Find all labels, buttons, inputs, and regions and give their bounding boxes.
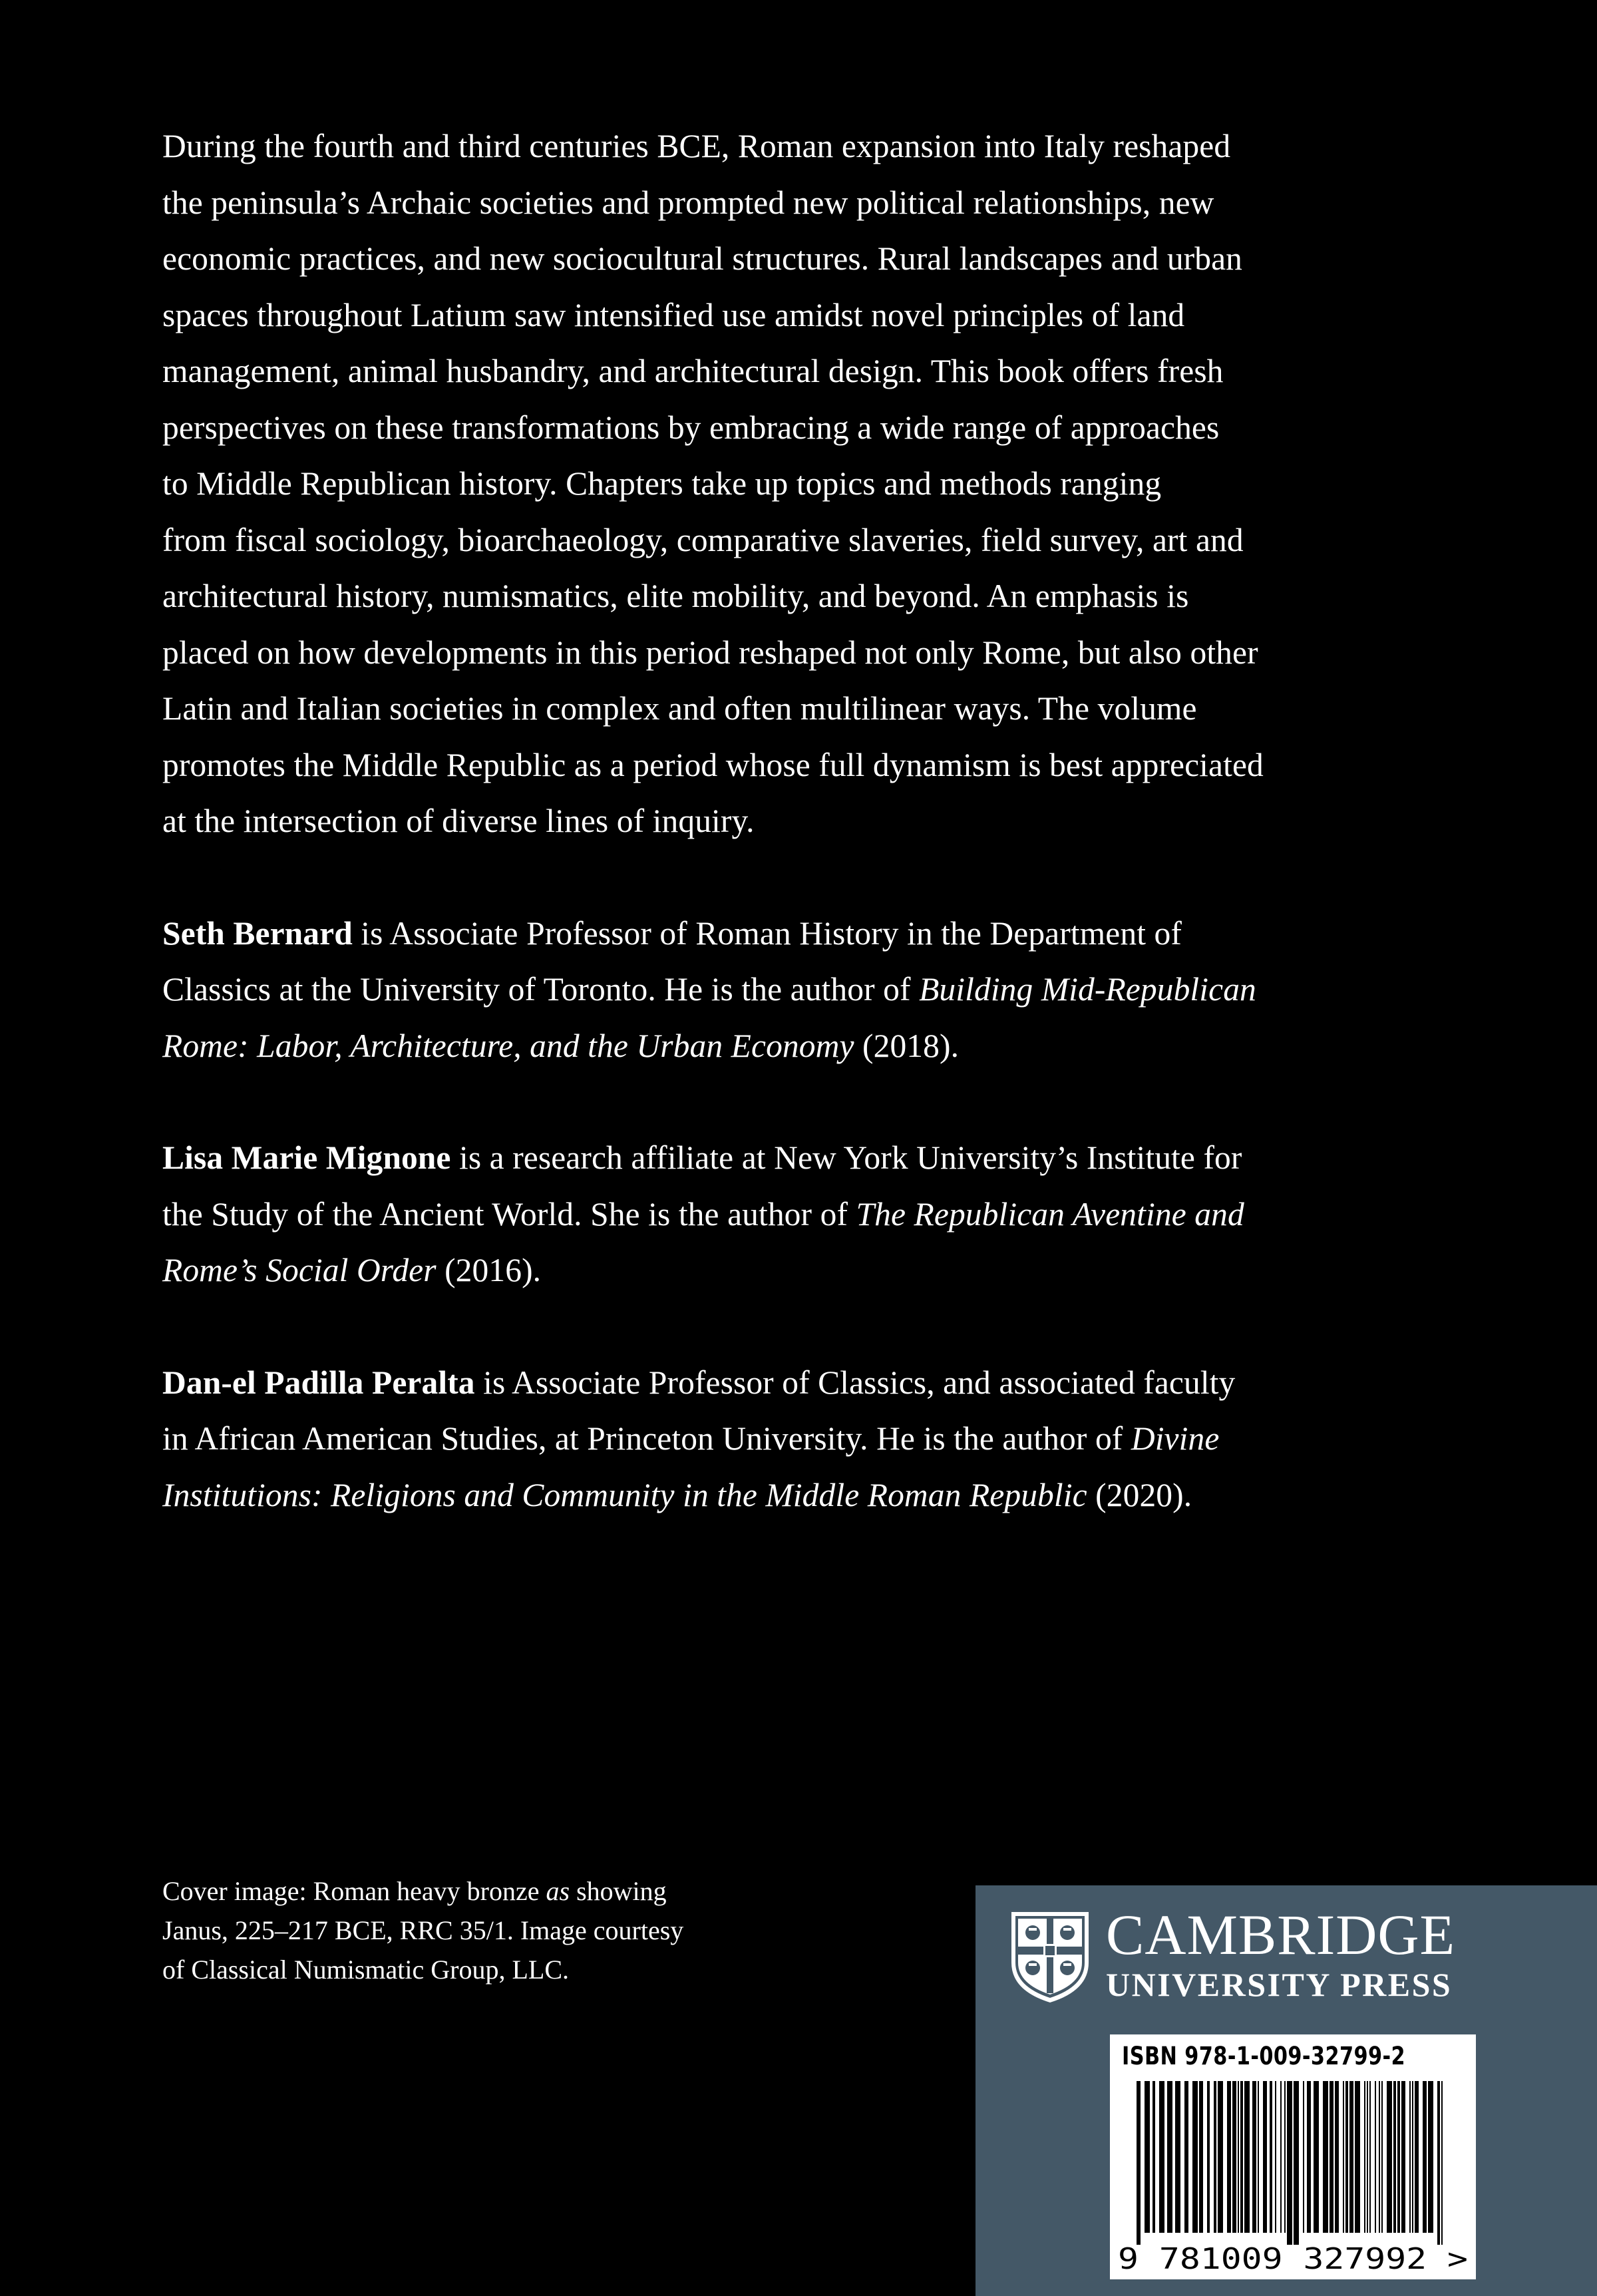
- barcode-bar: [1381, 2081, 1383, 2233]
- credit-text: Cover image: Roman heavy bronze: [162, 1876, 546, 1906]
- description-line: the peninsula’s Archaic societies and prompted new political relationships, new: [162, 184, 1214, 221]
- barcode-bar: [1323, 2081, 1328, 2233]
- cambridge-shield-icon: [1009, 1909, 1091, 2005]
- barcode-bar: [1207, 2081, 1210, 2233]
- credit-text: of Classical Numismatic Group, LLC.: [162, 1955, 570, 1985]
- barcode-bar: [1349, 2081, 1353, 2233]
- credit-text: showing: [570, 1876, 667, 1906]
- barcode-bar: [1343, 2081, 1344, 2233]
- barcode-bar: [1345, 2081, 1348, 2233]
- barcode-bar: [1145, 2081, 1150, 2233]
- barcode-bar: [1379, 2081, 1380, 2233]
- barcode-bar: [1232, 2081, 1236, 2233]
- barcode-bar: [1159, 2081, 1164, 2233]
- barcode-bar: [1387, 2081, 1392, 2233]
- description-line: placed on how developments in this period reshaped not only Rome, but also other: [162, 634, 1258, 671]
- description-line: from fiscal sociology, bioarchaeology, comparative slaveries, field survey, art and: [162, 521, 1244, 558]
- bio-text: in African American Studies, at Princeton University. He is the author of: [162, 1420, 1131, 1457]
- author-name: Lisa Marie Mignone: [162, 1139, 451, 1176]
- barcode-bar: [1270, 2081, 1272, 2233]
- publisher-logo: [1009, 1903, 1581, 2003]
- barcode-bar: [1218, 2081, 1223, 2233]
- barcode-bar: [1303, 2081, 1304, 2233]
- description-line: architectural history, numismatics, elite mobility, and beyond. An emphasis is: [162, 578, 1189, 614]
- description-line: promotes the Middle Republic as a period whose full dynamism is best appreciated: [162, 746, 1264, 783]
- credit-italic: as: [546, 1876, 570, 1906]
- barcode-bar: [1423, 2081, 1427, 2233]
- description-line: During the fourth and third centuries BCE, Roman expansion into Italy reshaped: [162, 128, 1231, 164]
- barcode-bar: [1355, 2081, 1360, 2233]
- barcode-bar: [1175, 2081, 1180, 2233]
- bio-text: is a research affiliate at New York University’s Institute for: [450, 1139, 1242, 1176]
- barcode-bar: [1214, 2081, 1216, 2233]
- book-title: Rome’s Social Order: [162, 1252, 437, 1288]
- barcode-bar: [1441, 2081, 1443, 2245]
- author-bio-peralta: [162, 1355, 1373, 1524]
- book-title: The Republican Aventine and: [856, 1195, 1244, 1233]
- barcode-bar: [1167, 2081, 1172, 2233]
- barcode-bar: [1409, 2081, 1411, 2233]
- bio-text: the Study of the Ancient World. She is the author of: [162, 1195, 856, 1233]
- barcode-bar: [1335, 2081, 1339, 2233]
- barcode-bar: [1307, 2081, 1311, 2233]
- barcode-bar: [1367, 2081, 1368, 2233]
- barcode-bar: [1184, 2081, 1188, 2233]
- author-name: Seth Bernard: [162, 914, 353, 952]
- barcode-bar: [1252, 2081, 1256, 2233]
- barcode-bar: [1287, 2081, 1292, 2245]
- description-line: management, animal husbandry, and architectural design. This book offers fresh: [162, 353, 1224, 389]
- barcode-bar: [1263, 2081, 1267, 2233]
- author-name: Dan-el Padilla Peralta: [162, 1364, 475, 1401]
- author-bio-mignone: [162, 1130, 1373, 1299]
- barcode-bar: [1153, 2081, 1155, 2233]
- barcode-bar: [1330, 2081, 1333, 2233]
- barcode-bar: [1294, 2081, 1299, 2245]
- barcode-bar: [1238, 2081, 1239, 2233]
- description-line: economic practices, and new sociocultural structures. Rural landscapes and urban: [162, 240, 1243, 277]
- isbn-barcode: [1110, 2034, 1476, 2279]
- barcode-bar: [1244, 2081, 1250, 2233]
- barcode-bars: [1110, 2076, 1476, 2279]
- barcode-bar: [1375, 2081, 1376, 2233]
- description-line: perspectives on these transformations by embracing a wide range of approaches: [162, 409, 1220, 446]
- description-line: spaces throughout Latium saw intensified use amidst novel principles of land: [162, 296, 1185, 333]
- barcode-digits: 9 781009 327992 >: [1118, 2242, 1468, 2276]
- barcode-bar: [1314, 2081, 1319, 2233]
- barcode-bar: [1364, 2081, 1365, 2233]
- barcode-bar: [1280, 2081, 1282, 2233]
- bio-text: (2018).: [854, 1027, 960, 1064]
- barcode-bar: [1397, 2081, 1400, 2233]
- book-title: Rome: Labor, Architecture, and the Urban Economy: [162, 1027, 854, 1064]
- barcode-bar: [1428, 2081, 1433, 2233]
- book-title: Institutions: Religions and Community in the Middle Roman Republic: [162, 1476, 1087, 1513]
- bio-text: is Associate Professor of Classics, and associated faculty: [474, 1364, 1236, 1401]
- barcode-bar: [1199, 2081, 1203, 2233]
- barcode-bar: [1192, 2081, 1198, 2233]
- description-line: Latin and Italian societies in complex and often multilinear ways. The volume: [162, 690, 1197, 727]
- author-bio-bernard: [162, 906, 1373, 1075]
- barcode-bar: [1369, 2081, 1371, 2233]
- bio-text: (2020).: [1087, 1476, 1192, 1513]
- barcode-bar: [1415, 2081, 1419, 2233]
- barcode-bar: [1227, 2081, 1231, 2233]
- book-description: [162, 118, 1373, 850]
- barcode-bar: [1275, 2081, 1276, 2233]
- credit-text: Janus, 225–217 BCE, RRC 35/1. Image courtesy: [162, 1915, 684, 1945]
- book-title: Building Mid-Republican: [919, 971, 1256, 1008]
- book-title: Divine: [1131, 1420, 1220, 1457]
- publisher-panel: [976, 1885, 1597, 2296]
- barcode-bar: [1412, 2081, 1413, 2233]
- barcode-bar: [1393, 2081, 1396, 2233]
- barcode-bar: [1137, 2081, 1141, 2245]
- description-line: at the intersection of diverse lines of inquiry.: [162, 803, 755, 839]
- bio-text: (2016).: [436, 1252, 542, 1288]
- bio-text: is Associate Professor of Roman History in the Department of: [352, 914, 1182, 952]
- publisher-name-line2: UNIVERSITY PRESS: [1106, 1966, 1453, 2003]
- publisher-name-line1: CAMBRIDGE: [1106, 1903, 1456, 1967]
- barcode-bar: [1258, 2081, 1259, 2233]
- cover-image-credit: [162, 1871, 761, 1989]
- back-cover-text: [162, 118, 1373, 1579]
- description-line: to Middle Republican history. Chapters take up topics and methods ranging: [162, 465, 1162, 502]
- barcode-bar: [1401, 2081, 1405, 2233]
- barcode-bar: [1284, 2081, 1286, 2233]
- barcode-bar: [1437, 2081, 1440, 2245]
- bio-text: Classics at the University of Toronto. He is the author of: [162, 971, 920, 1008]
- publisher-name: [1106, 1903, 1455, 2003]
- isbn-label: ISBN 978-1-009-32799-2: [1122, 2042, 1406, 2070]
- barcode-bar: [1240, 2081, 1243, 2233]
